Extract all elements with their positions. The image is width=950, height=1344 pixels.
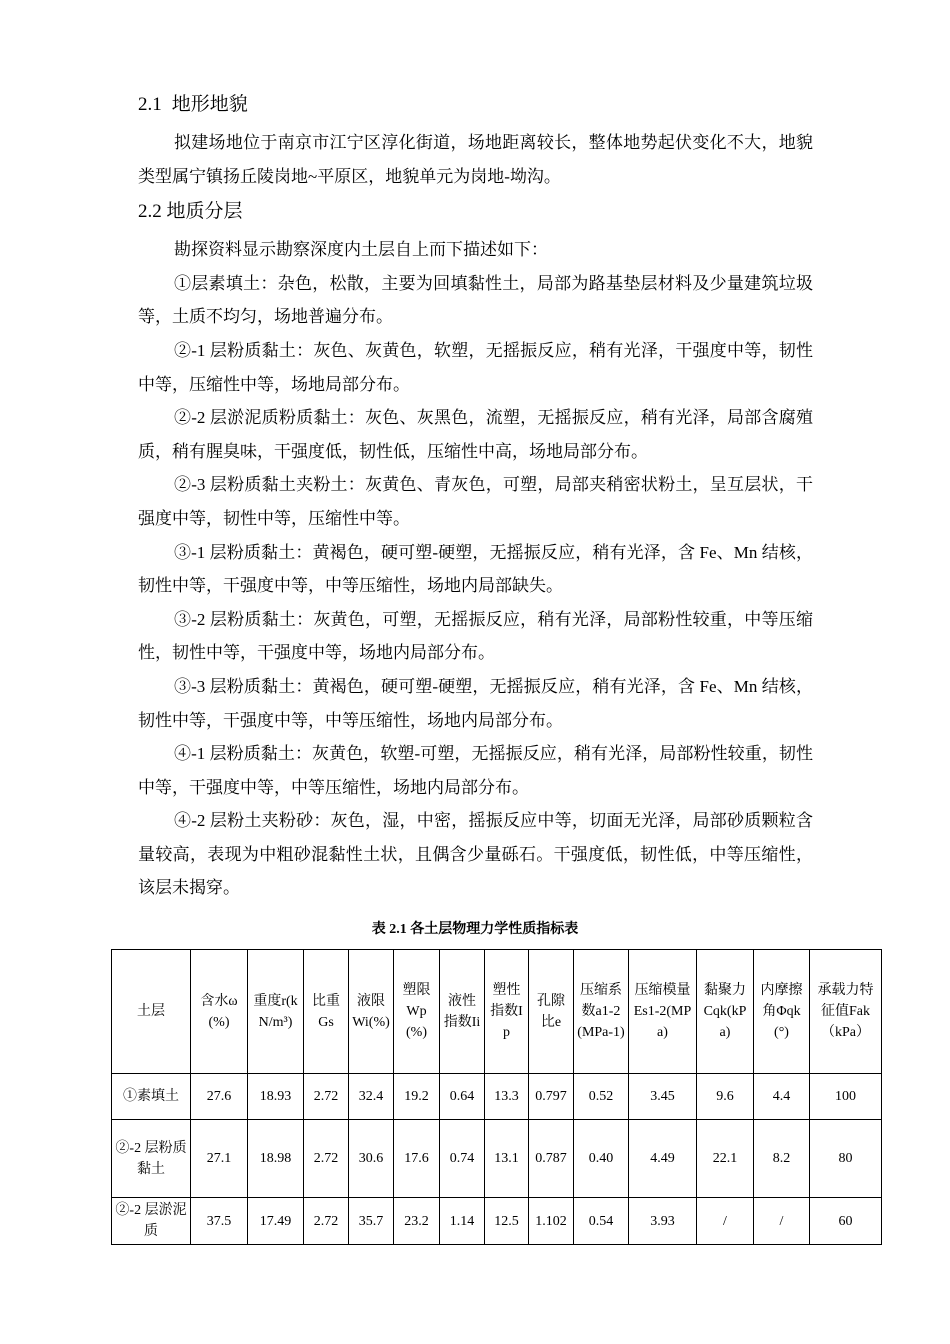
table-cell: 9.6 — [697, 1074, 754, 1120]
table-cell: 22.1 — [697, 1120, 754, 1198]
table-cell: 30.6 — [349, 1120, 394, 1198]
paragraph-layer-2-2: ②-2 层淤泥质粉质黏土：灰色、灰黑色，流塑，无摇振反应，稍有光泽，局部含腐殖质，稍有腥臭味，干强度低，韧性低，压缩性中高，场地局部分布。 — [138, 408, 813, 461]
table-cell: 18.93 — [248, 1074, 304, 1120]
table-cell: 35.7 — [349, 1198, 394, 1245]
table-cell: 17.6 — [394, 1120, 440, 1198]
header-cell: 比重Gs — [304, 950, 349, 1074]
table-cell: 4.49 — [629, 1120, 697, 1198]
header-cell: 土层 — [112, 950, 191, 1074]
table-cell: 0.74 — [440, 1120, 485, 1198]
table-cell: 0.797 — [529, 1074, 574, 1120]
table-cell: 23.2 — [394, 1198, 440, 1245]
table-cell: 2.72 — [304, 1074, 349, 1120]
table-cell: 18.98 — [248, 1120, 304, 1198]
header-cell: 压缩模量Es1-2(MPa) — [629, 950, 697, 1074]
table-cell: / — [697, 1198, 754, 1245]
table-cell: 2.72 — [304, 1198, 349, 1245]
heading-gap — [138, 193, 813, 233]
header-cell: 承载力特征值Fak（kPa） — [810, 950, 882, 1074]
header-cell: 孔隙比e — [529, 950, 574, 1074]
table-cell: 13.3 — [485, 1074, 529, 1120]
table-cell: 60 — [810, 1198, 882, 1245]
table-cell: 0.52 — [574, 1074, 629, 1120]
header-cell: 液性指数Ii — [440, 950, 485, 1074]
header-cell: 含水ω(%) — [191, 950, 248, 1074]
paragraph-layer-2-1: ②-1 层粉质黏土：灰色、灰黄色，软塑，无摇振反应，稍有光泽，干强度中等，韧性中等，压缩性中等，场地局部分布。 — [138, 340, 813, 394]
table-cell: 4.4 — [754, 1074, 810, 1120]
table-cell: 100 — [810, 1074, 882, 1120]
table-row — [112, 1198, 882, 1245]
table-cell: 13.1 — [485, 1120, 529, 1198]
table-header-row — [112, 950, 882, 1074]
table-cell: 32.4 — [349, 1074, 394, 1120]
table-cell: ②-2 层淤泥质 — [112, 1198, 191, 1245]
table-cell: ①素填土 — [112, 1074, 191, 1120]
section-title: 地形地貌 — [171, 94, 248, 115]
table-cell: 3.45 — [629, 1074, 697, 1120]
table-cell: 17.49 — [248, 1198, 304, 1245]
table-cell: 27.6 — [191, 1074, 248, 1120]
table-cell: 0.787 — [529, 1120, 574, 1198]
paragraph-terrain: 拟建场地位于南京市江宁区淳化街道，场地距离较长，整体地势起伏变化不大，地貌类型属宁镇扬丘陵岗地~平原区，地貌单元为岗地-坳沟。 — [138, 133, 813, 186]
table-cell: ②-2 层粉质黏土 — [112, 1120, 191, 1198]
table-cell: 27.1 — [191, 1120, 248, 1198]
header-cell: 压缩系数a1-2(MPa-1) — [574, 950, 629, 1074]
table-cell: / — [754, 1198, 810, 1245]
header-cell: 液限Wi(%) — [349, 950, 394, 1074]
paragraph-layer-1: ①层素填土：杂色，松散，主要为回填黏性土，局部为路基垫层材料及少量建筑垃圾等，土质不均匀，场地普遍分布。 — [138, 273, 813, 327]
table-cell: 80 — [810, 1120, 882, 1198]
header-cell: 内摩擦角Φqk(°) — [754, 950, 810, 1074]
header-cell: 塑限Wp(%) — [394, 950, 440, 1074]
paragraph-intro: 勘探资料显示勘察深度内土层自上而下描述如下： — [174, 240, 548, 260]
table-cell: 0.40 — [574, 1120, 629, 1198]
paragraph-layer-3-3: ③-3 层粉质黏土：黄褐色，硬可塑-硬塑，无摇振反应，稍有光泽，含 Fe、Mn 结核，韧性中等，干强度中等，中等压缩性，场地内局部分布。 — [138, 676, 813, 730]
table-row — [112, 1120, 882, 1198]
table-row — [112, 1074, 882, 1120]
soil-properties-table — [111, 949, 882, 1245]
table-cell: 12.5 — [485, 1198, 529, 1245]
paragraph-layer-3-1: ③-1 层粉质黏土：黄褐色，硬可塑-硬塑，无摇振反应，稍有光泽，含 Fe、Mn 结核，韧性中等，干强度中等，中等压缩性，场地内局部缺失。 — [138, 542, 813, 596]
table-cell: 19.2 — [394, 1074, 440, 1120]
paragraph-layer-2-3: ②-3 层粉质黏土夹粉土：灰黄色、青灰色，可塑，局部夹稍密状粉土，呈互层状，干强度中等，韧性中等，压缩性中等。 — [138, 475, 813, 528]
header-cell: 重度r(kN/m³) — [248, 950, 304, 1074]
table-cell: 1.102 — [529, 1198, 574, 1245]
table-cell: 0.54 — [574, 1198, 629, 1245]
paragraph-layer-4-1: ④-1 层粉质黏土：灰黄色，软塑-可塑，无摇振反应，稍有光泽，局部粉性较重，韧性中等，干强度中等，中等压缩性，场地内局部分布。 — [138, 744, 813, 797]
table-caption: 表 2.1 各土层物理力学性质指标表 — [371, 922, 579, 937]
paragraph-layer-3-2: ③-2 层粉质黏土：灰黄色，可塑，无摇振反应，稍有光泽，局部粉性较重，中等压缩性，韧性中等，干强度中等，场地内局部分布。 — [138, 609, 813, 663]
section-heading-2-2: 2.2 地质分层 — [138, 201, 243, 222]
section-number: 2.1 — [138, 94, 162, 115]
table-cell: 0.64 — [440, 1074, 485, 1120]
table-cell: 8.2 — [754, 1120, 810, 1198]
table-cell: 1.14 — [440, 1198, 485, 1245]
header-cell: 塑性指数Ip — [485, 950, 529, 1074]
paragraph-layer-4-2: ④-2 层粉土夹粉砂：灰色，湿，中密，摇振反应中等，切面无光泽，局部砂质颗粒含量较高，表现为中粗砂混黏性土状，且偶含少量砾石。干强度低，韧性低，中等压缩性，该层未揭穿。 — [138, 811, 813, 898]
table-cell: 37.5 — [191, 1198, 248, 1245]
table-cell: 3.93 — [629, 1198, 697, 1245]
header-cell: 黏聚力Cqk(kPa) — [697, 950, 754, 1074]
body-text — [138, 126, 813, 905]
table-cell: 2.72 — [304, 1120, 349, 1198]
section-heading-2-1 — [138, 92, 248, 118]
